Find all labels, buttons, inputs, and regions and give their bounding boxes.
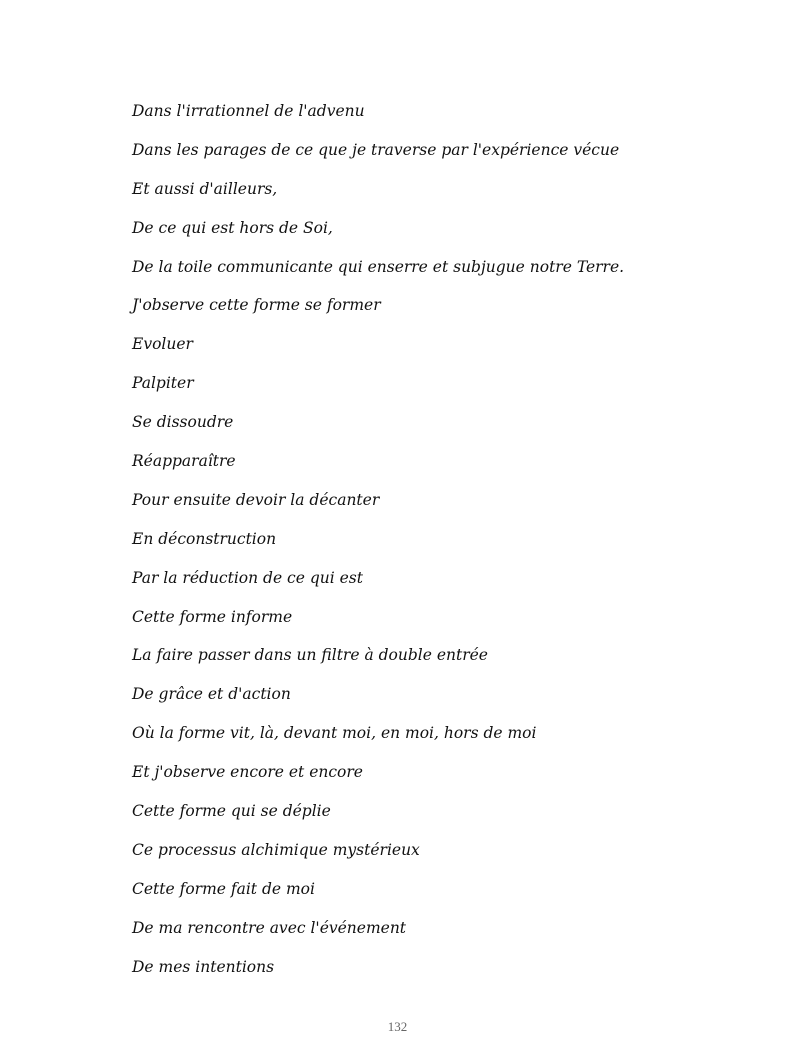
poem-line: Et aussi d'ailleurs,	[132, 179, 278, 198]
poem-line: Cette forme informe	[132, 607, 293, 626]
poem-line: J'observe cette forme se former	[132, 296, 381, 315]
poem-line: De ce qui est hors de Soi,	[132, 218, 333, 237]
poem-line: De la toile communicante qui enserre et subjugue notre Terre.	[132, 257, 625, 276]
poem-line: Pour ensuite devoir la décanter	[132, 490, 380, 509]
poem-line: Réapparaître	[132, 452, 236, 471]
poem-line: Et j'observe encore et encore	[132, 763, 363, 782]
poem-line: Ce processus alchimique mystérieux	[132, 840, 420, 859]
poem-line: Dans l'irrationnel de l'advenu	[132, 102, 365, 120]
poem-line: Où la forme vit, là, devant moi, en moi, hors de moi	[132, 724, 537, 743]
poem-line: De mes intentions	[132, 957, 275, 976]
poem-line: Par la réduction de ce qui est	[132, 568, 363, 587]
page-number: 132	[387, 1019, 408, 1034]
poem-line: Palpiter	[132, 374, 194, 393]
poem-line: Dans les parages de ce que je traverse par l'expérience vécue	[132, 140, 620, 159]
poem-line: En déconstruction	[132, 529, 277, 548]
poem-text	[132, 99, 752, 993]
poem-line: De grâce et d'action	[132, 685, 291, 704]
poem-line: Evoluer	[132, 335, 193, 354]
poem-line: Cette forme fait de moi	[132, 879, 315, 898]
poem-line: De ma rencontre avec l'événement	[132, 918, 407, 937]
poem-line: La faire passer dans un filtre à double entrée	[132, 646, 488, 665]
poem-line: Se dissoudre	[132, 413, 234, 432]
poem-line: Cette forme qui se déplie	[132, 802, 331, 821]
